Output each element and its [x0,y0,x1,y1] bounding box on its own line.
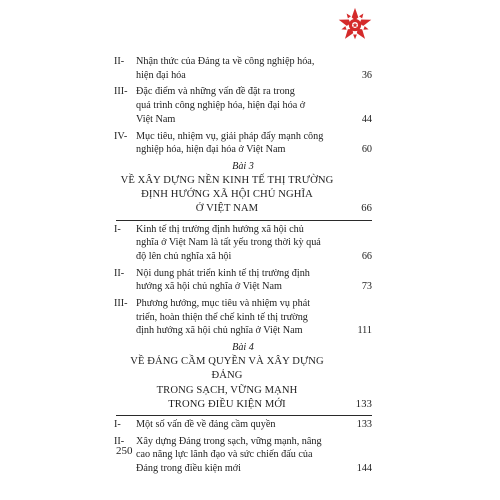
toc-entry-title-line: cao năng lực lãnh đạo và sức chiến đấu của [136,449,313,461]
toc-entry-number: I- [114,418,121,430]
toc-entry-page: 144 [356,463,372,475]
toc-entry-title [136,297,346,338]
lesson-heading-line: VỀ XÂY DỰNG NỀN KINH TẾ THỊ TRƯỜNG [120,174,334,186]
toc-entry[interactable] [114,267,372,294]
toc-entry-title-line: Nội dung phát triển kinh tế thị trường định [136,267,310,279]
table-of-contents [114,55,372,479]
toc-entry-title-line: Nhận thức của Đảng ta về công nghiệp hóa, [136,56,315,67]
lesson-heading-title [114,355,346,412]
toc-entry-title-line: độ lên chủ nghĩa xã hội [136,250,232,262]
lesson-heading[interactable] [114,355,372,412]
toc-entry[interactable] [114,297,372,338]
toc-entry-number: II- [114,267,125,279]
toc-entry-title-line: nghĩa ở Việt Nam là tất yếu trong thời kỳ quá [136,237,321,249]
lesson-heading-page: 66 [361,203,372,215]
toc-entry[interactable] [114,55,372,82]
lesson-heading-line: VỀ ĐẢNG CẦM QUYỀN VÀ XÂY DỰNG ĐẢNG [130,356,324,382]
toc-entry-title-line: quá trình công nghiệp hóa, hiện đại hóa ở [136,100,306,112]
toc-entry-title [136,418,346,432]
lesson-heading-line: ĐỊNH HƯỚNG XÃ HỘI CHỦ NGHĨA [141,189,313,201]
toc-entry-page: 133 [356,418,372,430]
toc-entry-title-line: hướng xã hội chủ nghĩa ở Việt Nam [136,281,282,293]
toc-entry[interactable] [114,418,372,432]
toc-entry-title-line: Đảng trong điều kiện mới [136,463,241,475]
heading-divider [116,415,372,416]
toc-entry-number: III- [114,86,128,98]
toc-entry-title-line: hiện đại hóa [136,69,186,81]
toc-entry-title-line: Xây dựng Đảng trong sạch, vững mạnh, nâng [136,435,322,447]
toc-entry-title [136,85,346,126]
toc-entry-title-line: Đặc điểm và những vấn đề đặt ra trong [136,86,295,98]
heading-divider [116,220,372,221]
toc-entry-page: 73 [361,281,372,293]
toc-entry-number: IV- [114,130,128,142]
page-number: 250 [116,445,133,457]
lesson-heading-line: TRONG SẠCH, VỮNG MẠNH [156,384,298,396]
lesson-heading-page: 133 [355,398,372,410]
toc-entry-number: I- [114,223,121,235]
toc-entry-title [136,55,346,82]
lesson-label: Bài 3 [232,160,254,172]
lesson-label: Bài 4 [232,342,254,354]
toc-entry-page: 111 [357,325,372,337]
toc-entry-number: II- [114,56,125,67]
toc-entry-title-line: định hướng xã hội chủ nghĩa ở Việt Nam [136,325,303,337]
toc-entry-title [136,223,346,264]
toc-entry-title-line: Một số vấn đề về đảng cầm quyền [136,418,276,430]
toc-entry-title [136,267,346,294]
lesson-heading-line: Ở VIỆT NAM [195,203,259,215]
toc-entry-number: III- [114,298,128,310]
lesson-heading[interactable] [114,174,372,217]
toc-entry[interactable] [114,130,372,157]
star-gear-emblem-icon [336,6,374,44]
toc-entry-title [136,435,346,476]
toc-entry[interactable] [114,435,372,476]
toc-entry-page: 44 [361,113,372,125]
toc-entry-title-line: Kinh tế thị trường định hướng xã hội chủ [136,223,304,235]
toc-entry-number: II- [114,435,125,447]
toc-entry-title-line: Việt Nam [136,113,176,125]
toc-entry-title-line: Phương hướng, mục tiêu và nhiệm vụ phát [136,298,311,310]
toc-entry[interactable] [114,223,372,264]
toc-entry-page: 60 [361,144,372,156]
toc-entry-page: 66 [361,250,372,262]
toc-entry[interactable] [114,85,372,126]
toc-entry-page: 36 [361,69,372,81]
lesson-heading-line: TRONG ĐIỀU KIỆN MỚI [168,398,286,410]
toc-entry-title-line: nghiệp hóa, hiện đại hóa ở Việt Nam [136,144,286,156]
toc-entry-title-line: Mục tiêu, nhiệm vụ, giải pháp đẩy mạnh công [136,130,324,142]
toc-entry-title-line: triển, hoàn thiện thể chế kinh tế thị trường [136,311,308,323]
lesson-heading-title [114,174,346,217]
toc-entry-title [136,130,346,157]
